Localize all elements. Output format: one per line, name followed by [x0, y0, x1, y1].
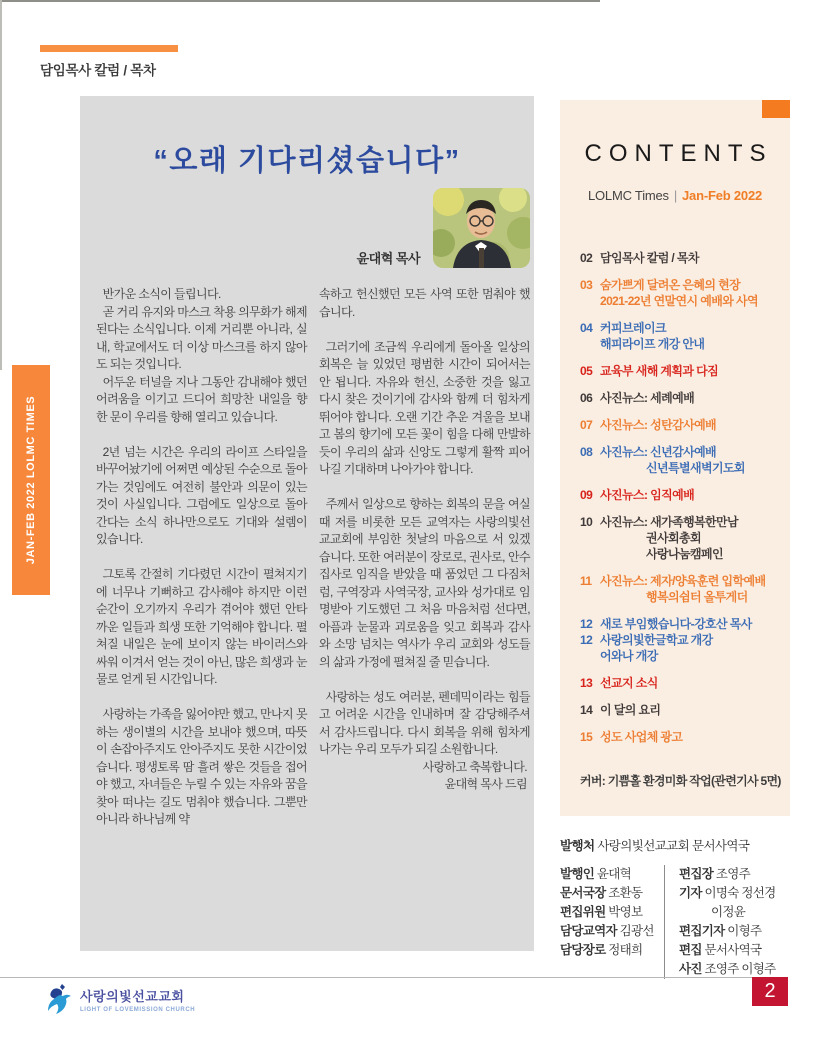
toc-entry[interactable]: [580, 277, 782, 293]
staff-role: 발행인: [560, 867, 597, 881]
page-number-badge: 2: [752, 977, 788, 1006]
staff-role: 사진: [679, 962, 705, 976]
toc-entry[interactable]: [580, 460, 782, 476]
staff-role: 기자: [679, 886, 705, 900]
issue-side-tab-label: [25, 396, 37, 564]
toc-entry[interactable]: [580, 616, 782, 632]
toc-entry-text: 신년특별새벽기도회: [646, 461, 745, 475]
article-paragraph: 2년 넘는 시간은 우리의 라이프 스타일을 바꾸어놨기에 어쩌면 예상된 수순으로 돌아가는 것임에도 여전히 불안과 의문이 있는 것이 사실입니다. 그럼에도 일상으로 돌아간다는 소식 하나만으로도 기대와 설렘이 있습니다.: [96, 444, 307, 546]
church-logo-title: 사랑의빛선교교회: [80, 988, 185, 1004]
toc-entry-text: 담임목사 칼럼 / 목차: [600, 251, 699, 265]
publisher-info: [560, 836, 810, 979]
staff-name: 조영주 이형주: [704, 962, 776, 976]
staff-columns: [560, 865, 810, 979]
staff-row: [560, 903, 664, 922]
staff-row: [560, 922, 664, 941]
staff-role: 편집장: [679, 867, 716, 881]
publisher-org-line: [560, 836, 810, 854]
staff-role: 담당장로: [560, 943, 609, 957]
article-column-left: [96, 286, 307, 829]
contents-subtitle-name: LOLMC Times: [587, 188, 669, 203]
toc-entry-text: 사진뉴스: 제자/양육훈련 입학예배: [600, 574, 766, 588]
article-paragraph: 사랑하는 가족을 잃어야만 했고, 만나지 못하는 생이별의 시간을 보내야 했으며, 따뜻이 손잡아주지도 안아주지도 못한 시간이었습니다. 평생토록 땀 흘려 쌓은 것들을 접어야 했고, 자녀들은 누릴 수 있는 자유와 꿈을 찾아 떠나는 길도 멈춰야 했습니다. 그뿐만 아니라 하나님께 약: [96, 707, 307, 826]
church-logo-icon: [46, 983, 73, 1015]
toc-entry[interactable]: [580, 320, 782, 336]
toc-entry-text: 이 달의 요리: [600, 703, 661, 717]
article-paragraph: 곧 거리 유지와 마스크 착용 의무화가 해제된다는 소식입니다. 이제 거리뿐 아니라, 실내, 학교에서도 더 이상 마스크를 하지 않아도 되는 것입니다.: [96, 304, 307, 371]
staff-row: [560, 941, 664, 960]
toc-entry[interactable]: [580, 487, 782, 503]
staff-role: 담당교역자: [560, 924, 620, 938]
contents-list: [580, 250, 782, 745]
staff-name: 정태희: [608, 943, 643, 957]
article-paragraph: 윤대혁 목사 드림: [444, 777, 527, 791]
toc-entry-number: 02: [580, 251, 593, 265]
staff-role: 편집위원: [560, 905, 609, 919]
staff-row: [679, 922, 776, 941]
toc-entry-number: 03: [580, 278, 593, 292]
toc-entry[interactable]: [580, 530, 782, 546]
toc-entry-number: 15: [580, 730, 593, 744]
toc-entry-number: 06: [580, 391, 593, 405]
left-edge-line: [0, 0, 2, 370]
toc-entry[interactable]: [580, 675, 782, 691]
corner-accent-square: [762, 100, 790, 118]
contents-heading: CONTENTS: [584, 140, 773, 167]
toc-entry-number: 12: [580, 617, 593, 631]
article-title: “오래 기다리셨습니다”: [153, 145, 461, 177]
pastor-portrait-photo: [433, 188, 530, 268]
article-body: [96, 286, 530, 829]
toc-entry-text: 사랑의빛한글학교 개강: [600, 633, 713, 647]
toc-entry-text: 행복의쉼터 올투게더: [646, 590, 748, 604]
toc-entry-text: 사진뉴스: 세례예배: [600, 391, 695, 405]
toc-entry-number: 04: [580, 321, 593, 335]
toc-entry[interactable]: [580, 417, 782, 433]
toc-entry-text: 해피라이프 개강 안내: [600, 337, 705, 351]
article-paragraph: 사랑하는 성도 여러분, 펜데믹이라는 힘들고 어려운 시간을 인내하며 잘 감당해주셔서 감사드립니다. 다시 회복을 위해 힘차게 나가는 우리 모두가 되길 소원합니다.: [319, 689, 530, 756]
toc-entry[interactable]: [580, 390, 782, 406]
article-paragraph: 어두운 터널을 지나 그동안 감내해야 했던 어려움을 이기고 드디어 희망찬 내일을 향한 문이 우리를 향해 열리고 있습니다.: [96, 374, 307, 424]
pastor-column-article: [80, 96, 534, 951]
staff-name: 이명숙 정선경: [704, 886, 776, 900]
staff-name: 윤대혁: [596, 867, 632, 881]
staff-row: [679, 903, 776, 922]
toc-entry-text: 2021-22년 연말연시 예배와 사역: [600, 294, 758, 308]
header-accent-bar: [40, 45, 178, 52]
toc-entry-number: 10: [580, 515, 593, 529]
toc-entry-number: 05: [580, 364, 593, 378]
pastor-portrait: [433, 188, 530, 268]
toc-entry-text: 사진뉴스: 새가족행복한만남: [600, 515, 739, 529]
toc-entry-text: 선교지 소식: [600, 676, 658, 690]
church-logo-text: [80, 986, 195, 1013]
toc-entry-number: 12: [580, 633, 593, 647]
toc-entry[interactable]: [580, 632, 782, 648]
staff-row: [679, 884, 776, 903]
staff-name: 박영보: [608, 905, 643, 919]
staff-role: 편집: [679, 943, 705, 957]
article-paragraph: 속하고 헌신했던 모든 사역 또한 멈춰야 했습니다.: [319, 287, 530, 319]
toc-entry-text: 사진뉴스: 임직예배: [600, 488, 695, 502]
publisher-org-name: 사랑의빛선교교회 문서사역국: [597, 839, 750, 853]
issue-side-tab: [12, 365, 50, 595]
staff-row: [679, 865, 776, 884]
toc-entry[interactable]: [580, 444, 782, 460]
church-logo: [46, 983, 195, 1015]
toc-entry-text: 커피브레이크: [600, 321, 666, 335]
issue-name-label: LOLMC TIMES: [25, 395, 37, 479]
staff-name: 김광선: [619, 924, 654, 938]
toc-entry[interactable]: [580, 546, 782, 562]
publisher-org-label: 발행처: [560, 839, 595, 853]
staff-role: 문서국장: [560, 886, 609, 900]
church-logo-subtitle: LIGHT OF LOVEMISSION CHURCH: [80, 1006, 196, 1013]
toc-entry-text: 사랑나눔캠페인: [646, 547, 723, 561]
toc-entry-text: 어와나 개강: [600, 649, 658, 663]
contents-subtitle-date: Jan-Feb 2022: [682, 188, 763, 203]
toc-entry-text: 성도 사업체 광고: [600, 730, 683, 744]
footer-rule: [0, 977, 752, 978]
staff-role: 편집기자: [679, 924, 728, 938]
toc-entry-number: 14: [580, 703, 593, 717]
contents-subtitle-divider: |: [673, 188, 678, 203]
toc-entry[interactable]: [580, 336, 782, 352]
issue-date-label: JAN-FEB 2022: [25, 478, 37, 565]
staff-column-right: [664, 865, 776, 979]
toc-entry-number: 08: [580, 445, 593, 459]
cover-note: 커버: 기쁨홀 환경미화 작업(관련기사 5면): [580, 774, 781, 788]
toc-entry-text: 새로 부임했습니다-강호산 목사: [600, 617, 752, 631]
toc-entry-number: 13: [580, 676, 593, 690]
toc-entry[interactable]: [580, 648, 782, 664]
toc-entry[interactable]: [580, 729, 782, 745]
toc-entry[interactable]: [580, 363, 782, 379]
article-paragraph: 그러기에 조금씩 우리에게 돌아올 일상의 회복은 늘 있었던 평범한 시간이 되어서는 안 됩니다. 자유와 헌신, 소중한 것을 잃고 다시 찾은 것이기에 감사와 함께 더 힘차게 뛰어야 합니다. 오랜 기간 추운 겨울을 보내고 봄의 향기에 모든 꽃이 힘을 다해 만발하듯이 우리의 삶과 신앙도 그렇게 활짝 피어나길 기대하며 나아가야 합니다.: [319, 339, 530, 476]
toc-entry[interactable]: [580, 514, 782, 530]
toc-entry-number: 11: [580, 574, 592, 588]
staff-name: 문서사역국: [704, 943, 762, 957]
toc-entry[interactable]: [580, 702, 782, 718]
toc-entry-text: 숨가쁘게 달려온 은혜의 현장: [600, 278, 741, 292]
staff-row: [560, 865, 664, 884]
contents-panel: [560, 100, 790, 816]
top-edge-line: [0, 0, 600, 2]
toc-entry[interactable]: [580, 573, 782, 589]
contents-subtitle: [560, 188, 790, 203]
staff-column-left: [560, 865, 664, 979]
toc-entry[interactable]: [580, 293, 782, 309]
staff-name: 이정윤: [711, 905, 746, 919]
article-paragraph: 주께서 일상으로 향하는 회복의 문을 여실 때 저를 비롯한 모든 교역자는 사랑의빛선교교회에 부임한 첫날의 마음으로 서 있겠습니다. 또한 여러분이 장로로, 권사로, 안수집사로 임직을 받았을 때 품었던 그 다짐처럼, 구역장과 사역국장, 교사와 성가대로 임명받아 기도했던 그 처음 마음처럼 선다면, 아픔과 눈물과 괴로움을 잊고 회복과 감사와 소망 넘치는 역사가 우리 교회와 성도들의 삶과 가정에 펼쳐질 줄 믿습니다.: [319, 497, 530, 669]
toc-entry[interactable]: [580, 250, 782, 266]
article-paragraph: 반가운 소식이 들립니다.: [102, 287, 221, 301]
section-title: 담임목사 칼럼 / 목차: [40, 63, 156, 78]
toc-entry-number: 07: [580, 418, 593, 432]
toc-entry-text: 권사회총회: [646, 531, 701, 545]
toc-entry[interactable]: [580, 589, 782, 605]
toc-entry-text: 교육부 새해 계획과 다짐: [600, 364, 719, 378]
article-paragraph: 사랑하고 축복합니다.: [422, 759, 527, 774]
staff-name: 조환동: [608, 886, 643, 900]
article-author: 윤대혁 목사: [356, 251, 420, 266]
staff-row: [679, 941, 776, 960]
toc-entry-text: 사진뉴스: 성탄감사예배: [600, 418, 717, 432]
toc-entry-text: 사진뉴스: 신년감사예배: [600, 445, 717, 459]
toc-entry-number: 09: [580, 488, 593, 502]
staff-row: [560, 884, 664, 903]
staff-name: 조영주: [715, 867, 751, 881]
article-column-right: [319, 286, 530, 829]
staff-name: 이형주: [727, 924, 762, 938]
article-paragraph: 그토록 간절히 기다렸던 시간이 펼쳐지기에 너무나 기뻐하고 감사해야 하지만 이런 순간이 오기까지 우리가 겪어야 했던 안타까운 일들과 희생 또한 기억해야 합니다. 펼쳐질 내일은 눈에 보이지 않는 바이러스와 싸워 이겨서 얻는 것이 아닌, 많은 희생과 눈물로 얻게 된 시간입니다.: [96, 567, 307, 686]
